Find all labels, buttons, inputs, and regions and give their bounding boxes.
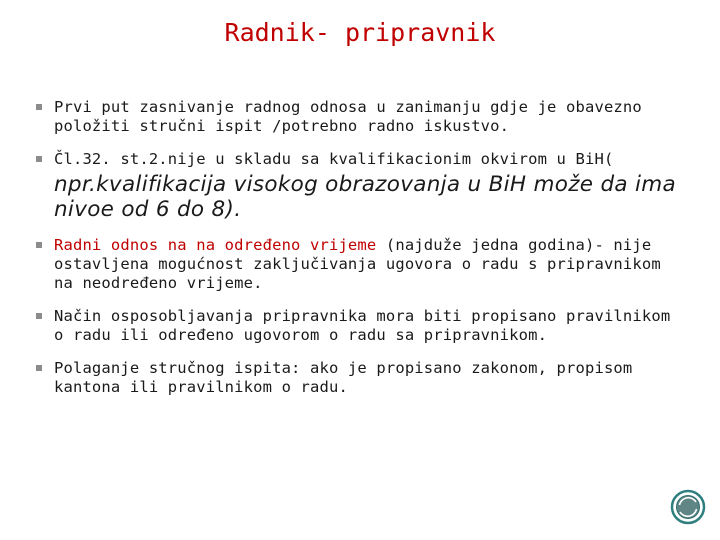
bullet-item	[36, 236, 676, 293]
bullet-text: Čl.32. st.2.nije u skladu sa kvalifikacionim okvirom u BiH(	[54, 150, 614, 168]
bullet-item	[36, 98, 676, 136]
slide-title: Radnik- pripravnik	[224, 18, 496, 47]
bullet-square-icon	[36, 365, 42, 371]
bullet-list	[36, 98, 676, 411]
bullet-text: Način osposobljavanja pripravnika mora biti propisano pravilnikom o radu ili određeno ugovorom o radu sa pripravnikom.	[54, 307, 671, 344]
bullet-italic-note: npr.kvalifikacija visokog obrazovanja u BiH može da ima nivoe od 6 do 8).	[54, 172, 676, 222]
bullet-text: Prvi put zasnivanje radnog odnosa u zanimanju gdje je obavezno položiti stručni ispit /potrebno radno iskustvo.	[54, 98, 642, 135]
circular-arrow-nav-icon[interactable]	[670, 489, 706, 525]
bullet-square-icon	[36, 242, 42, 248]
bullet-item	[36, 307, 676, 345]
bullet-item	[36, 359, 676, 397]
bullet-text: Polaganje stručnog ispita: ako je propisano zakonom, propisom kantona ili pravilnikom o radu.	[54, 359, 633, 396]
bullet-highlight-text: Radni odnos na na određeno vrijeme	[54, 236, 377, 254]
bullet-item	[36, 150, 676, 222]
bullet-text: (najduže jedna godina)- nije ostavljena mogućnost zaključivanja ugovora o radu s pripravnikom na neodređeno vrijeme.	[54, 236, 661, 292]
bullet-square-icon	[36, 313, 42, 319]
bullet-square-icon	[36, 104, 42, 110]
bullet-square-icon	[36, 156, 42, 162]
